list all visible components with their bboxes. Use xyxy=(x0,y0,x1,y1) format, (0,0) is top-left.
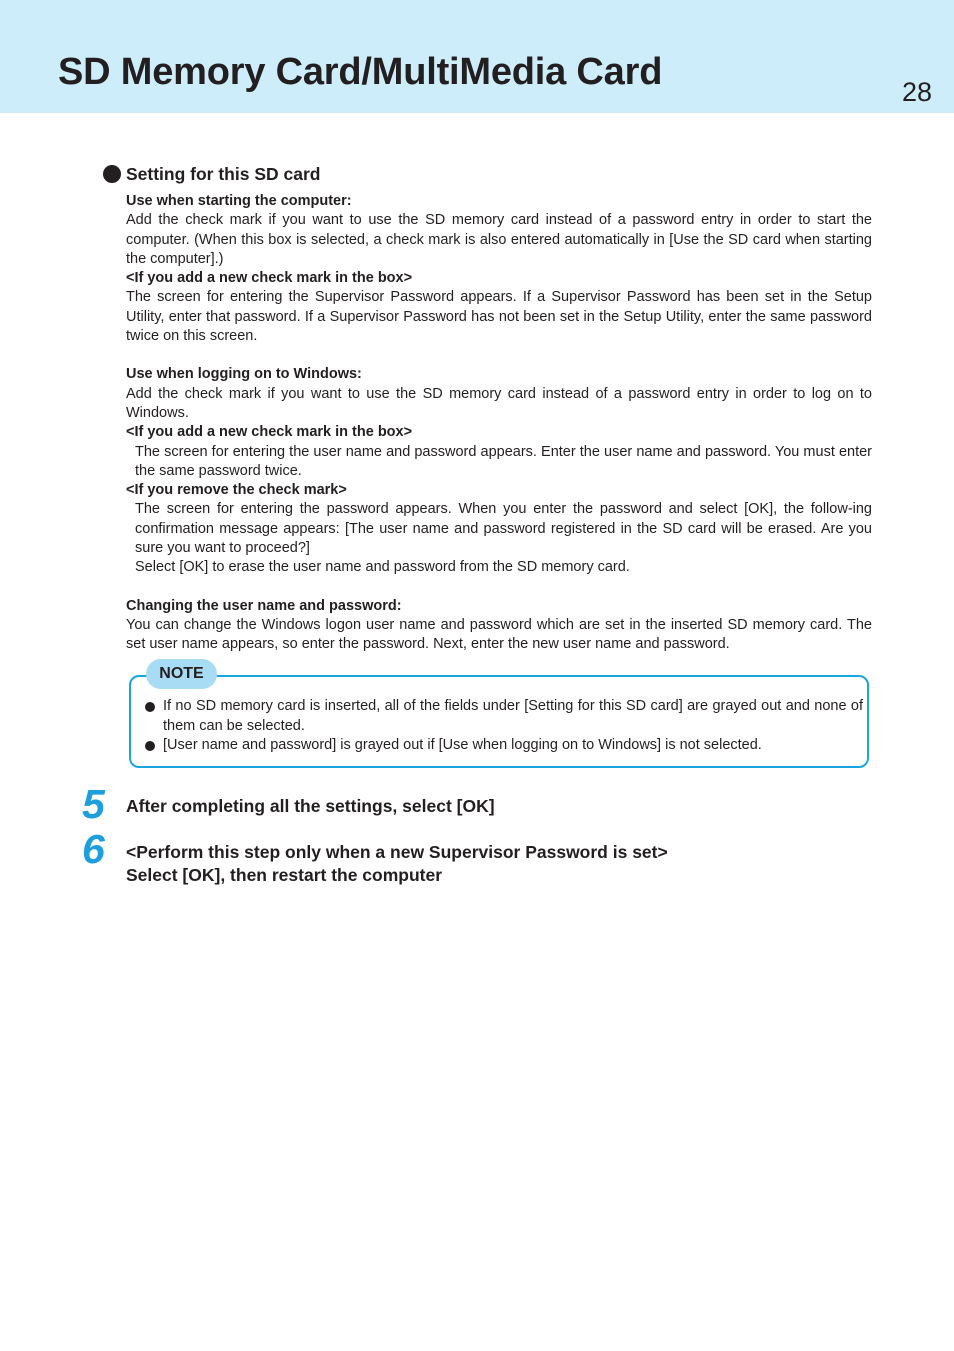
use-logging-remove-text: The screen for entering the password appears. When you enter the password and select [OK], the follow-ing confirmation message appears: [The user name and password registered in the SD card will be erased. Are you sure you want to proceed?] xyxy=(135,501,872,557)
note-item xyxy=(145,697,863,736)
bullet-icon xyxy=(103,165,121,183)
note-item-text: [User name and password] is grayed out if [Use when logging on to Windows] is not selected. xyxy=(163,737,762,753)
step-text: After completing all the settings, select [OK] xyxy=(126,796,495,816)
use-logging-text: Add the check mark if you want to use the SD memory card instead of a password entry in order to log on to Windows. xyxy=(126,385,872,421)
use-logging-heading: Use when logging on to Windows: xyxy=(126,366,362,383)
use-starting-add-text: The screen for entering the Supervisor Password appears. If a Supervisor Password has been set in the Setup Utility, enter that password. If a Supervisor Password has not been set in the Setup Utility, enter the same password twice on this screen. xyxy=(126,289,872,345)
page-number: 28 xyxy=(902,77,933,107)
page-title: SD Memory Card/MultiMedia Card xyxy=(58,51,663,93)
changing-heading: Changing the user name and password: xyxy=(126,597,402,614)
step-text-line2: Select [OK], then restart the computer xyxy=(126,865,443,885)
section-heading xyxy=(103,164,320,184)
step-text-line1: <Perform this step only when a new Supervisor Password is set> xyxy=(126,842,668,862)
use-starting-add-heading: <If you add a new check mark in the box> xyxy=(126,270,413,287)
changing-text: You can change the Windows logon user name and password which are set in the inserted SD memory card. The set user name appears, so enter the password. Next, enter the new user name and password. xyxy=(126,616,872,653)
use-starting-text: Add the check mark if you want to use the SD memory card instead of a password entry in order to start the computer. (When this box is selected, a check mark is also entered automatically in [Use the SD card when starting the computer].) xyxy=(126,212,872,267)
note-item-text: If no SD memory card is inserted, all of the fields under [Setting for this SD card] are grayed out and none of them can be selected. xyxy=(163,698,863,734)
note-label: NOTE xyxy=(146,659,217,689)
use-logging-add-heading: <If you add a new check mark in the box> xyxy=(126,424,413,441)
main-content xyxy=(126,192,872,655)
step-number: 5 xyxy=(82,781,105,827)
note-item xyxy=(145,736,863,756)
bullet-icon xyxy=(145,741,155,751)
bullet-icon xyxy=(145,702,155,712)
note-list xyxy=(145,697,863,756)
use-logging-remove-text2: Select [OK] to erase the user name and password from the SD memory card. xyxy=(135,559,630,576)
use-logging-add-text: The screen for entering the user name and password appears. Enter the user name and password. You must enter the same password twice. xyxy=(135,443,872,479)
step-number: 6 xyxy=(82,826,105,872)
use-logging-remove-heading: <If you remove the check mark> xyxy=(126,482,347,499)
step-text xyxy=(126,841,668,887)
section-heading-label: Setting for this SD card xyxy=(126,164,321,184)
use-starting-heading: Use when starting the computer: xyxy=(126,193,352,209)
page-header xyxy=(0,0,954,113)
